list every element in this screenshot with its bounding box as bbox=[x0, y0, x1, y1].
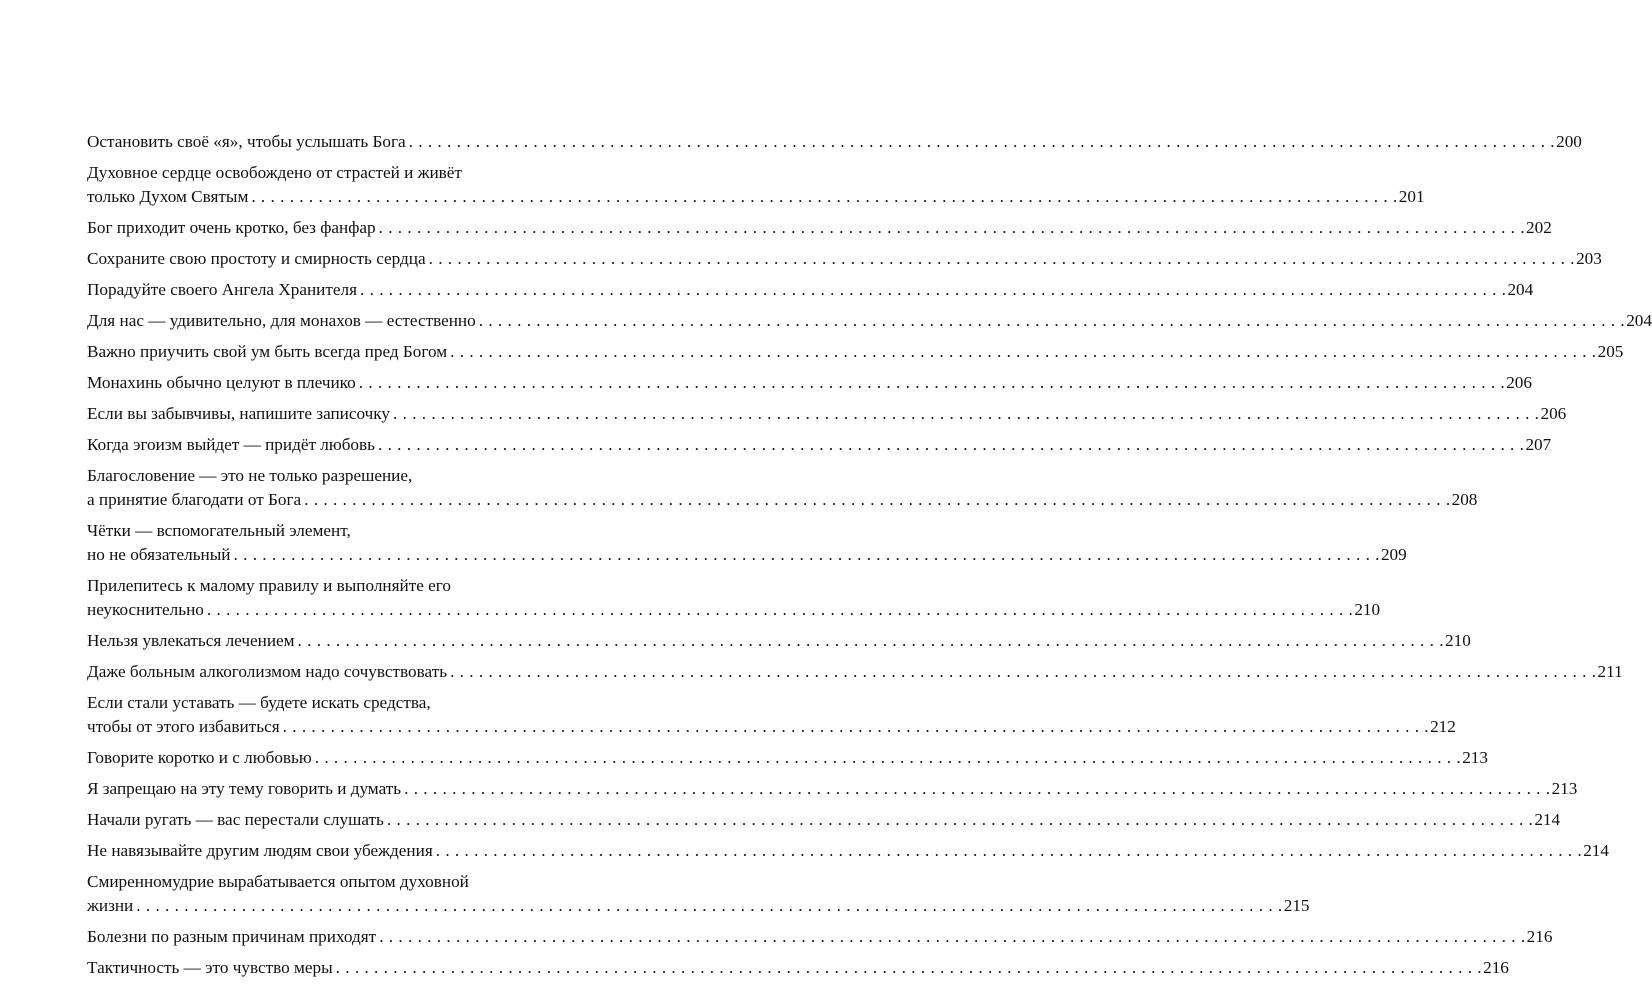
toc-entry-last-line bbox=[87, 598, 1381, 622]
toc-entry bbox=[87, 340, 1624, 364]
toc-entry-page-number: 213 bbox=[1462, 748, 1488, 767]
toc-entry bbox=[87, 956, 1509, 980]
toc-entry-title-line: Сохраните свою простоту и смирность сердца bbox=[87, 249, 426, 268]
toc-entry bbox=[87, 660, 1623, 684]
dot-leader: . . . . . . . . . . . . . . . . . . . . . . . . . . . . . . . . . . . . . . . . . . . . . . . . . . . . . . . . . . . . . . . . . . . . . . . . . . . . . . . . . . . . . . . . . . . . . . . . . . . . . . . . . . . . . . . . . . . . . . . . bbox=[360, 280, 1507, 299]
dot-leader: . . . . . . . . . . . . . . . . . . . . . . . . . . . . . . . . . . . . . . . . . . . . . . . . . . . . . . . . . . . . . . . . . . . . . . . . . . . . . . . . . . . . . . . . . . . . . . . . . . . . . . . . . . . . . . . . . . . . . . . . bbox=[428, 249, 1576, 268]
toc-entry-page-number: 214 bbox=[1534, 810, 1561, 829]
toc-entry-last-line bbox=[87, 402, 1567, 426]
toc-entry-last-line bbox=[87, 130, 1582, 154]
toc-entry-page-number: 216 bbox=[1483, 958, 1509, 977]
toc-entry-title-line: Бог приходит очень кротко, без фанфар bbox=[87, 218, 376, 237]
toc-entry bbox=[87, 433, 1552, 457]
dot-leader: . . . . . . . . . . . . . . . . . . . . . . . . . . . . . . . . . . . . . . . . . . . . . . . . . . . . . . . . . . . . . . . . . . . . . . . . . . . . . . . . . . . . . . . . . . . . . . . . . . . . . . . . . . . . . . . . . . . . . . . . bbox=[251, 187, 1398, 206]
toc-entry-last-line bbox=[87, 340, 1624, 364]
toc-entry-title-line: Прилепитесь к малому правилу и выполняйте его bbox=[87, 576, 452, 595]
toc-entry bbox=[87, 925, 1553, 949]
toc-entry-title-line: а принятие благодати от Бога bbox=[87, 490, 302, 509]
toc-entry-page-number: 205 bbox=[1597, 342, 1624, 361]
toc-entry-last-line bbox=[87, 746, 1488, 770]
toc-entry-title-line: Остановить своё «я», чтобы услышать Бога bbox=[87, 132, 406, 151]
toc-entry-page-number: 210 bbox=[1445, 631, 1471, 650]
dot-leader: . . . . . . . . . . . . . . . . . . . . . . . . . . . . . . . . . . . . . . . . . . . . . . . . . . . . . . . . . . . . . . . . . . . . . . . . . . . . . . . . . . . . . . . . . . . . . . . . . . . . . . . . . . . . . . . . . . . . . . . . bbox=[450, 342, 1597, 361]
toc-entry bbox=[87, 629, 1471, 653]
toc-entry-page-number: 210 bbox=[1354, 600, 1381, 619]
toc-entry-page-number: 209 bbox=[1380, 545, 1407, 564]
dot-leader: . . . . . . . . . . . . . . . . . . . . . . . . . . . . . . . . . . . . . . . . . . . . . . . . . . . . . . . . . . . . . . . . . . . . . . . . . . . . . . . . . . . . . . . . . . . . . . . . . . . . . . . . . . . . . . . . . . . . . . . . bbox=[136, 896, 1283, 915]
toc-entry-page-number: 211 bbox=[1597, 662, 1623, 681]
toc-entry-title-line: Нельзя увлекаться лечением bbox=[87, 631, 295, 650]
toc-entry bbox=[87, 519, 1407, 567]
toc-entry-title-line: Тактичность — это чувство меры bbox=[87, 958, 333, 977]
toc-entry-last-line bbox=[87, 309, 1652, 333]
toc-entry-page-number: 215 bbox=[1283, 896, 1310, 915]
toc-entry-page-number: 214 bbox=[1583, 841, 1609, 860]
toc-entry bbox=[87, 808, 1561, 832]
dot-leader: . . . . . . . . . . . . . . . . . . . . . . . . . . . . . . . . . . . . . . . . . . . . . . . . . . . . . . . . . . . . . . . . . . . . . . . . . . . . . . . . . . . . . . . . . . . . . . . . . . . . . . . . . . . . . . . . . . . . . . . . bbox=[435, 841, 1583, 860]
toc-entry-last-line bbox=[87, 371, 1532, 395]
toc-entry-title-line: Даже больным алкоголизмом надо сочувствовать bbox=[87, 662, 448, 681]
toc-entry-last-line bbox=[87, 216, 1552, 240]
toc-entry-title-line: жизни bbox=[87, 896, 134, 915]
dot-leader: . . . . . . . . . . . . . . . . . . . . . . . . . . . . . . . . . . . . . . . . . . . . . . . . . . . . . . . . . . . . . . . . . . . . . . . . . . . . . . . . . . . . . . . . . . . . . . . . . . . . . . . . . . . . . . . . . . . . . . . . bbox=[450, 662, 1597, 681]
toc-entry-title-line: Болезни по разным причинам приходят bbox=[87, 927, 377, 946]
toc-entry-last-line bbox=[87, 488, 1478, 512]
dot-leader: . . . . . . . . . . . . . . . . . . . . . . . . . . . . . . . . . . . . . . . . . . . . . . . . . . . . . . . . . . . . . . . . . . . . . . . . . . . . . . . . . . . . . . . . . . . . . . . . . . . . . . . . . . . . . . . . . . . . . . . . bbox=[335, 958, 1483, 977]
toc-entry-title-line: только Духом Святым bbox=[87, 187, 249, 206]
toc-entry-page-number: 201 bbox=[1398, 187, 1425, 206]
dot-leader: . . . . . . . . . . . . . . . . . . . . . . . . . . . . . . . . . . . . . . . . . . . . . . . . . . . . . . . . . . . . . . . . . . . . . . . . . . . . . . . . . . . . . . . . . . . . . . . . . . . . . . . . . . . . . . . . . . . . . . . . bbox=[408, 132, 1556, 151]
toc-entry-last-line bbox=[87, 433, 1552, 457]
toc-entry bbox=[87, 161, 1425, 209]
toc-entry-page-number: 208 bbox=[1451, 490, 1478, 509]
toc-entry-title-line: Духовное сердце освобождено от страстей и живёт bbox=[87, 163, 462, 182]
toc-entry bbox=[87, 402, 1567, 426]
toc-entry-title-line: Если стали уставать — будете искать средства, bbox=[87, 693, 431, 712]
table-of-contents bbox=[87, 130, 1652, 987]
toc-entry-title-line: Благословение — это не только разрешение, bbox=[87, 466, 413, 485]
toc-entry-page-number: 206 bbox=[1506, 373, 1532, 392]
toc-entry-title-line: Важно приучить свой ум быть всегда пред Богом bbox=[87, 342, 448, 361]
toc-entry-last-line bbox=[87, 543, 1407, 567]
toc-entry-last-line bbox=[87, 956, 1509, 980]
toc-entry bbox=[87, 574, 1381, 622]
toc-entry bbox=[87, 216, 1552, 240]
toc-entry bbox=[87, 839, 1609, 863]
toc-entry-title-line: Чётки — вспомогательный элемент, bbox=[87, 521, 351, 540]
toc-entry-page-number: 212 bbox=[1430, 717, 1456, 736]
toc-entry-last-line bbox=[87, 777, 1578, 801]
dot-leader: . . . . . . . . . . . . . . . . . . . . . . . . . . . . . . . . . . . . . . . . . . . . . . . . . . . . . . . . . . . . . . . . . . . . . . . . . . . . . . . . . . . . . . . . . . . . . . . . . . . . . . . . . . . . . . . . . . . . . . . . bbox=[206, 600, 1354, 619]
toc-entry-title-line: Если вы забывчивы, напишите записочку bbox=[87, 404, 391, 423]
toc-entry-title-line: Порадуйте своего Ангела Хранителя bbox=[87, 280, 357, 299]
toc-entry-page-number: 207 bbox=[1525, 435, 1552, 454]
dot-leader: . . . . . . . . . . . . . . . . . . . . . . . . . . . . . . . . . . . . . . . . . . . . . . . . . . . . . . . . . . . . . . . . . . . . . . . . . . . . . . . . . . . . . . . . . . . . . . . . . . . . . . . . . . . . . . . . . . . . . . . . bbox=[378, 218, 1526, 237]
toc-entry-page-number: 203 bbox=[1576, 249, 1602, 268]
toc-entry-last-line bbox=[87, 808, 1561, 832]
toc-entry-title-line: Я запрещаю на эту тему говорить и думать bbox=[87, 779, 402, 798]
toc-entry-page-number: 202 bbox=[1526, 218, 1552, 237]
toc-entry-last-line bbox=[87, 715, 1456, 739]
toc-entry-title-line: Когда эгоизм выйдет — придёт любовь bbox=[87, 435, 375, 454]
dot-leader: . . . . . . . . . . . . . . . . . . . . . . . . . . . . . . . . . . . . . . . . . . . . . . . . . . . . . . . . . . . . . . . . . . . . . . . . . . . . . . . . . . . . . . . . . . . . . . . . . . . . . . . . . . . . . . . . . . . . . . . . bbox=[297, 631, 1444, 650]
toc-entry-title-line: Монахинь обычно целуют в плечико bbox=[87, 373, 356, 392]
toc-entry-page-number: 204 bbox=[1507, 280, 1534, 299]
toc-entry-page-number: 213 bbox=[1551, 779, 1578, 798]
dot-leader: . . . . . . . . . . . . . . . . . . . . . . . . . . . . . . . . . . . . . . . . . . . . . . . . . . . . . . . . . . . . . . . . . . . . . . . . . . . . . . . . . . . . . . . . . . . . . . . . . . . . . . . . . . . . . . . . . . . . . . . . bbox=[358, 373, 1506, 392]
dot-leader: . . . . . . . . . . . . . . . . . . . . . . . . . . . . . . . . . . . . . . . . . . . . . . . . . . . . . . . . . . . . . . . . . . . . . . . . . . . . . . . . . . . . . . . . . . . . . . . . . . . . . . . . . . . . . . . . . . . . . . . . bbox=[377, 435, 1525, 454]
toc-entry-last-line bbox=[87, 247, 1602, 271]
toc-entry bbox=[87, 309, 1652, 333]
toc-entry-title-line: Говорите коротко и с любовью bbox=[87, 748, 312, 767]
dot-leader: . . . . . . . . . . . . . . . . . . . . . . . . . . . . . . . . . . . . . . . . . . . . . . . . . . . . . . . . . . . . . . . . . . . . . . . . . . . . . . . . . . . . . . . . . . . . . . . . . . . . . . . . . . . . . . . . . . . . . . . . bbox=[393, 404, 1540, 423]
dot-leader: . . . . . . . . . . . . . . . . . . . . . . . . . . . . . . . . . . . . . . . . . . . . . . . . . . . . . . . . . . . . . . . . . . . . . . . . . . . . . . . . . . . . . . . . . . . . . . . . . . . . . . . . . . . . . . . . . . . . . . . . bbox=[404, 779, 1551, 798]
toc-entry-page-number: 206 bbox=[1540, 404, 1567, 423]
toc-entry-last-line bbox=[87, 629, 1471, 653]
toc-entry-title-line: неукоснительно bbox=[87, 600, 204, 619]
toc-entry-title-line: Смиренномудрие вырабатывается опытом духовной bbox=[87, 872, 469, 891]
dot-leader: . . . . . . . . . . . . . . . . . . . . . . . . . . . . . . . . . . . . . . . . . . . . . . . . . . . . . . . . . . . . . . . . . . . . . . . . . . . . . . . . . . . . . . . . . . . . . . . . . . . . . . . . . . . . . . . . . . . . . . . . bbox=[478, 311, 1626, 330]
toc-entry-page-number: 200 bbox=[1556, 132, 1582, 151]
toc-entry-last-line bbox=[87, 278, 1534, 302]
dot-leader: . . . . . . . . . . . . . . . . . . . . . . . . . . . . . . . . . . . . . . . . . . . . . . . . . . . . . . . . . . . . . . . . . . . . . . . . . . . . . . . . . . . . . . . . . . . . . . . . . . . . . . . . . . . . . . . . . . . . . . . . bbox=[379, 927, 1526, 946]
toc-entry bbox=[87, 278, 1534, 302]
toc-entry-title-line: Не навязывайте другим людям свои убеждения bbox=[87, 841, 433, 860]
toc-entry bbox=[87, 870, 1310, 918]
toc-entry bbox=[87, 464, 1478, 512]
dot-leader: . . . . . . . . . . . . . . . . . . . . . . . . . . . . . . . . . . . . . . . . . . . . . . . . . . . . . . . . . . . . . . . . . . . . . . . . . . . . . . . . . . . . . . . . . . . . . . . . . . . . . . . . . . . . . . . . . . . . . . . . bbox=[282, 717, 1430, 736]
toc-entry-last-line bbox=[87, 185, 1425, 209]
dot-leader: . . . . . . . . . . . . . . . . . . . . . . . . . . . . . . . . . . . . . . . . . . . . . . . . . . . . . . . . . . . . . . . . . . . . . . . . . . . . . . . . . . . . . . . . . . . . . . . . . . . . . . . . . . . . . . . . . . . . . . . . bbox=[233, 545, 1380, 564]
toc-entry-title-line: но не обязательный bbox=[87, 545, 231, 564]
toc-entry-last-line bbox=[87, 660, 1623, 684]
toc-entry-last-line bbox=[87, 839, 1609, 863]
toc-entry bbox=[87, 746, 1488, 770]
dot-leader: . . . . . . . . . . . . . . . . . . . . . . . . . . . . . . . . . . . . . . . . . . . . . . . . . . . . . . . . . . . . . . . . . . . . . . . . . . . . . . . . . . . . . . . . . . . . . . . . . . . . . . . . . . . . . . . . . . . . . . . . bbox=[304, 490, 1451, 509]
toc-entry bbox=[87, 691, 1456, 739]
toc-entry-page-number: 216 bbox=[1526, 927, 1553, 946]
dot-leader: . . . . . . . . . . . . . . . . . . . . . . . . . . . . . . . . . . . . . . . . . . . . . . . . . . . . . . . . . . . . . . . . . . . . . . . . . . . . . . . . . . . . . . . . . . . . . . . . . . . . . . . . . . . . . . . . . . . . . . . . bbox=[314, 748, 1462, 767]
dot-leader: . . . . . . . . . . . . . . . . . . . . . . . . . . . . . . . . . . . . . . . . . . . . . . . . . . . . . . . . . . . . . . . . . . . . . . . . . . . . . . . . . . . . . . . . . . . . . . . . . . . . . . . . . . . . . . . . . . . . . . . . bbox=[386, 810, 1534, 829]
toc-entry-last-line bbox=[87, 894, 1310, 918]
toc-entry bbox=[87, 130, 1582, 154]
toc-entry-last-line bbox=[87, 925, 1553, 949]
toc-entry-title-line: чтобы от этого избавиться bbox=[87, 717, 280, 736]
toc-entry-page-number: 204 bbox=[1626, 311, 1652, 330]
toc-entry-title-line: Начали ругать — вас перестали слушать bbox=[87, 810, 384, 829]
toc-entry bbox=[87, 777, 1578, 801]
toc-entry bbox=[87, 371, 1532, 395]
toc-entry bbox=[87, 247, 1602, 271]
toc-entry-title-line: Для нас — удивительно, для монахов — естественно bbox=[87, 311, 476, 330]
